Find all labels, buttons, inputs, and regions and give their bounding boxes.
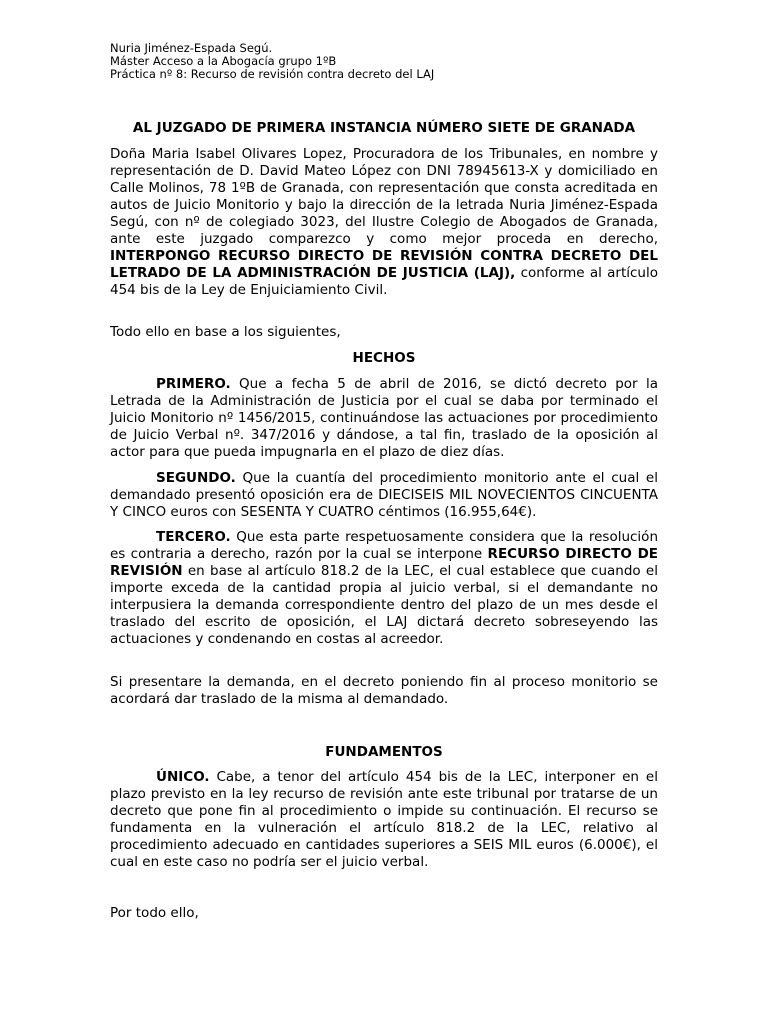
document-header [110,42,434,81]
tercero-bold: RECURSO DIRECTO DE REVISIÓN [110,546,658,579]
court-title: AL JUZGADO DE PRIMERA INSTANCIA NÚMERO SIETE DE GRANADA [132,120,636,136]
transition-paragraph: Todo ello en base a los siguientes, [110,324,341,340]
hecho-tercero [110,529,658,648]
unico-label: ÚNICO. [156,769,210,785]
tercero-text-2: en base al artículo 818.2 de la LEC, el cual establece que cuando el importe exceda de la cantidad propia al juicio verbal, si el demandante no interpusiera la demanda correspondiente dentro del plazo de un mes desde el traslado del escrito de oposición, el LAJ dictará decreto sobreseyendo las actuaciones y condenando en costas al acreedor. [110,563,658,647]
intro-bold: INTERPONGO RECURSO DIRECTO DE REVISIÓN CONTRA DECRETO DEL LETRADO DE LA ADMINISTRACIÓN DE JUSTICIA (LAJ), [110,248,658,281]
primero-label: PRIMERO. [156,376,231,392]
header-practice: Práctica nº 8: Recurso de revisión contra decreto del LAJ [110,67,435,81]
tercero-text-1: Que esta parte respetuosamente considera que la resolución es contraria a derecho, razón por la cual se interpone [110,529,658,562]
fundamento-unico [110,769,658,871]
hechos-heading: HECHOS [352,350,416,366]
header-author: Nuria Jiménez-Espada Segú. [110,41,273,55]
hecho-segundo [110,470,658,521]
unico-text: Cabe, a tenor del artículo 454 bis de la LEC, interponer en el plazo previsto en la ley recurso de revisión ante este tribunal por tratarse de un decreto que pone fin al procedimiento o impide su continuación. El recurso se fundamenta en la vulneración el artículo 818.2 de la LEC, relativo al procedimiento adecuado en cantidades superiores a SEIS MIL euros (6.000€), el cual en este caso no podría ser el juicio verbal. [110,769,658,870]
intro-text: Doña Maria Isabel Olivares Lopez, Procuradora de los Tribunales, en nombre y representación de D. David Mateo López con DNI 78945613-X y domiciliado en Calle Molinos, 78 1ºB de Granada, con representación que consta acreditada en autos de Juicio Monitorio y bajo la dirección de la letrada Nuria Jiménez-Espada Segú, con nº de colegiado 3023, del Ilustre Colegio de Abogados de Granada, ante este juzgado comparezco y como mejor proceda en derecho, [110,146,658,247]
primero-text: Que a fecha 5 de abril de 2016, se dictó decreto por la Letrada de la Administración de Justicia por el cual se daba por terminado el Juicio Monitorio nº 1456/2015, continuándose las actuaciones por procedimiento de Juicio Verbal nº. 347/2016 y dándose, a tal fin, traslado de la oposición al actor para que pueda impugnarla en el plazo de diez días. [110,376,658,460]
fundamentos-heading: FUNDAMENTOS [325,744,443,760]
tercero-label: TERCERO. [156,529,231,545]
intro-paragraph [110,146,658,299]
hecho-primero [110,376,658,461]
segundo-text: Que la cuantía del procedimiento monitorio ante el cual el demandado presentó oposición era de DIECISEIS MIL NOVECIENTOS CINCUENTA Y CINCO euros con SESENTA Y CUATRO céntimos (16.955,64€). [110,470,658,520]
segundo-label: SEGUNDO. [156,470,236,486]
intro-tail: conforme al artículo 454 bis de la Ley de Enjuiciamiento Civil. [110,265,658,298]
closing-line: Por todo ello, [110,905,199,921]
header-course: Máster Acceso a la Abogacía grupo 1ºB [110,54,337,68]
hechos-cierre: Si presentare la demanda, en el decreto poniendo fin al proceso monitorio se acordará dar traslado de la misma al demandado. [110,674,658,707]
